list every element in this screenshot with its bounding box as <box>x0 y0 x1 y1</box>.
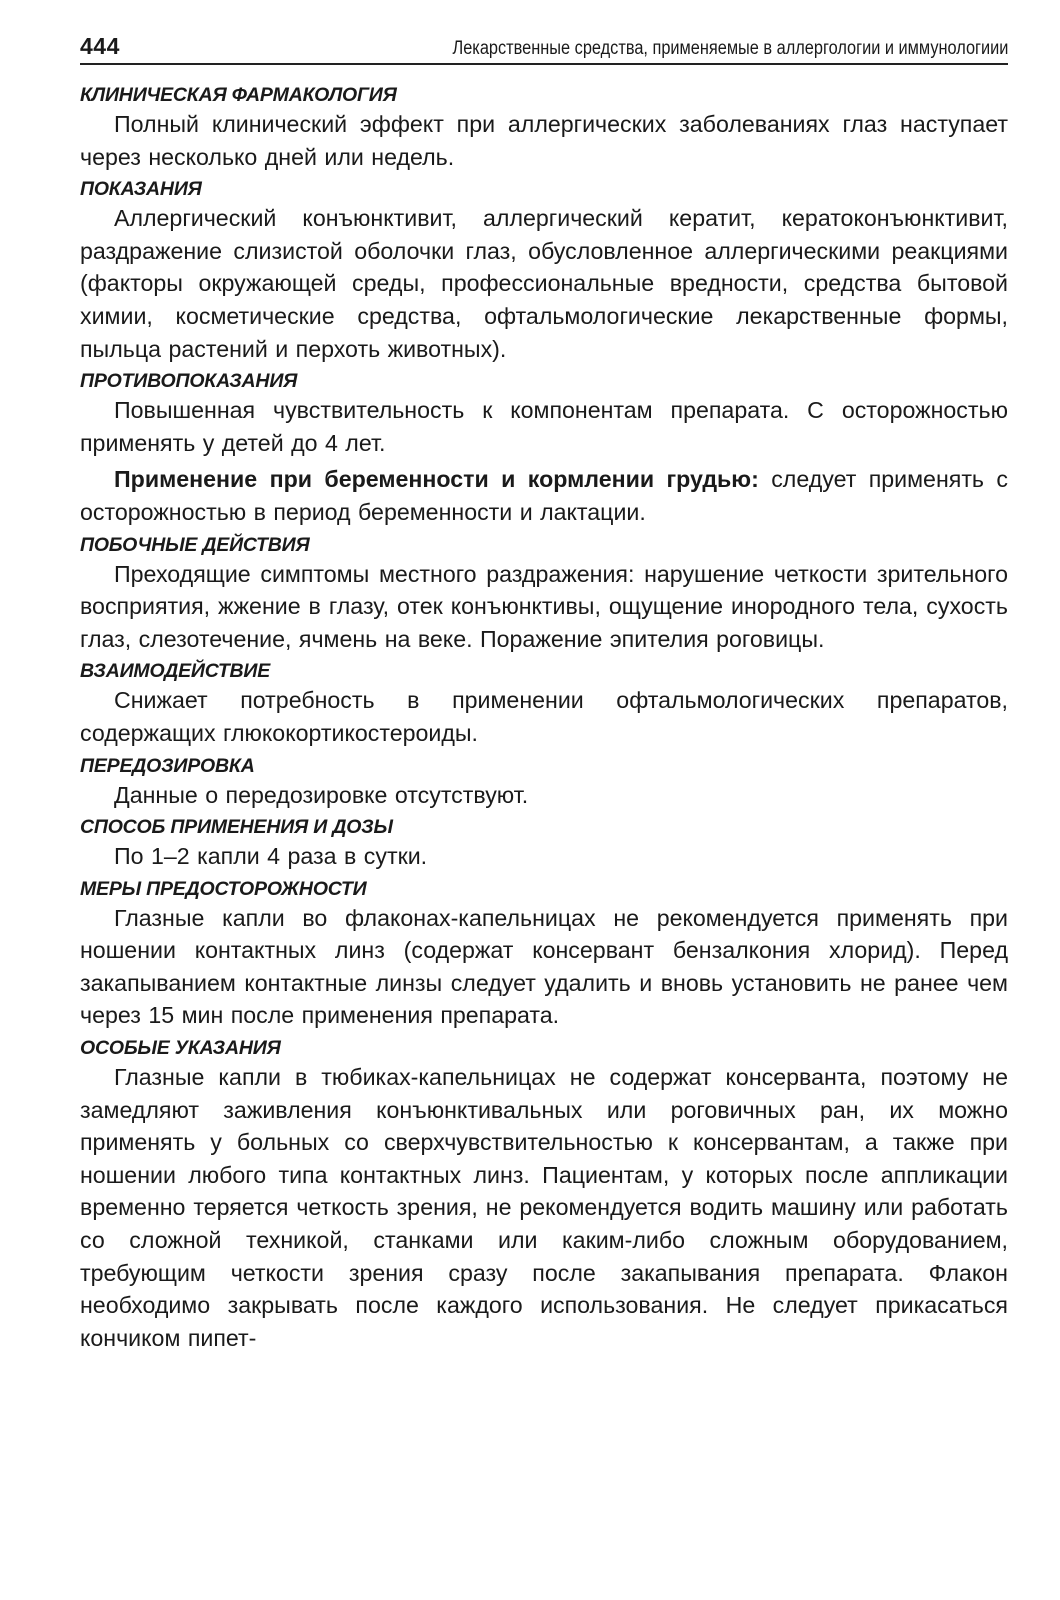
section-overdose <box>80 753 1008 812</box>
section-heading: КЛИНИЧЕСКАЯ ФАРМАКОЛОГИЯ <box>80 84 397 106</box>
section-text: Глазные капли во флаконах-капельницах не рекомендуется применять при ношении контактных линз (содержат консервант бензалкония хлорид). Перед закапыванием контактные линзы следует удалить и вновь установить не ранее чем через 15 мин после применения препарата. <box>80 904 1008 1029</box>
section-dosage <box>80 814 1008 873</box>
running-title: Лекарственные средства, применяемые в аллергологии и иммунологиии <box>452 38 1008 59</box>
section-indications <box>80 176 1008 365</box>
section-clinical-pharmacology <box>80 82 1008 173</box>
page-number: 444 <box>80 33 120 59</box>
pregnancy-text: следует применять с осторожностью в период беременности и лактации. <box>80 466 1008 525</box>
section-precautions <box>80 876 1008 1032</box>
book-page <box>80 26 1008 1354</box>
running-header <box>80 26 1008 65</box>
section-heading: ПОБОЧНЫЕ ДЕЙСТВИЯ <box>80 533 310 556</box>
section-text: Аллергический конъюнктивит, аллергический кератит, кератоконъюнктивит, раздражение слизистой оболочки глаз, обусловленное аллергическими реакциями (факторы окружающей среды, профессиональные вредности, средства бытовой химии, косметические средства, офтальмологические лекарственные формы, пыльца растений и перхоть животных). <box>80 205 1008 362</box>
section-heading: ОСОБЫЕ УКАЗАНИЯ <box>80 1037 281 1060</box>
section-heading: ПОКАЗАНИЯ <box>80 178 202 201</box>
pregnancy-paragraph <box>80 463 1008 528</box>
section-text: Преходящие симптомы местного раздражения: нарушение четкости зрительного восприятия, жжение в глазу, отек конъюнктивы, ощущение инородного тела, сухость глаз, слезотечение, ячмень на веке. Поражение эпителия роговицы. <box>80 560 1008 652</box>
section-heading: ВЗАИМОДЕЙСТВИЕ <box>80 660 271 683</box>
section-text: Снижает потребность в применении офтальмологических препаратов, содержащих глюкокортикостероиды. <box>80 687 1008 746</box>
section-heading: ПЕРЕДОЗИРОВКА <box>80 754 255 777</box>
section-text: Повышенная чувствительность к компонентам препарата. С осторожностью применять у детей до 4 лет. <box>80 397 1008 456</box>
section-side-effects <box>80 532 1008 656</box>
section-heading: ПРОТИВОПОКАЗАНИЯ <box>80 370 298 393</box>
pregnancy-lead: Применение при беременности и кормлении грудью: <box>114 466 759 493</box>
section-text: Полный клинический эффект при аллергических заболеваниях глаз наступает через несколько дней или недель. <box>80 111 1008 170</box>
section-text: Данные о передозировке отсутствуют. <box>114 781 529 808</box>
section-pregnancy <box>80 463 1008 528</box>
section-heading: МЕРЫ ПРЕДОСТОРОЖНОСТИ <box>80 877 367 900</box>
section-interactions <box>80 658 1008 749</box>
section-text: По 1–2 капли 4 раза в сутки. <box>114 843 428 870</box>
section-text: Глазные капли в тюбиках-капельницах не содержат консерванта, поэтому не замедляют заживления конъюнктивальных или роговичных ран, их можно применять у больных со сверхчувствительностью к консервантам, а также при ношении любого типа контактных линз. Пациентам, у которых после аппликации временно теряется четкость зрения, не рекомендуется водить машину или работать со сложной техникой, станками или каким-либо сложным оборудованием, требующим четкости зрения сразу после закапывания препарата. Флакон необходимо закрывать после каждого использования. Не следует прикасаться кончиком пипет- <box>80 1064 1008 1351</box>
section-special-instructions <box>80 1035 1008 1354</box>
section-contraindications <box>80 368 1008 459</box>
section-heading: СПОСОБ ПРИМЕНЕНИЯ И ДОЗЫ <box>80 816 393 839</box>
